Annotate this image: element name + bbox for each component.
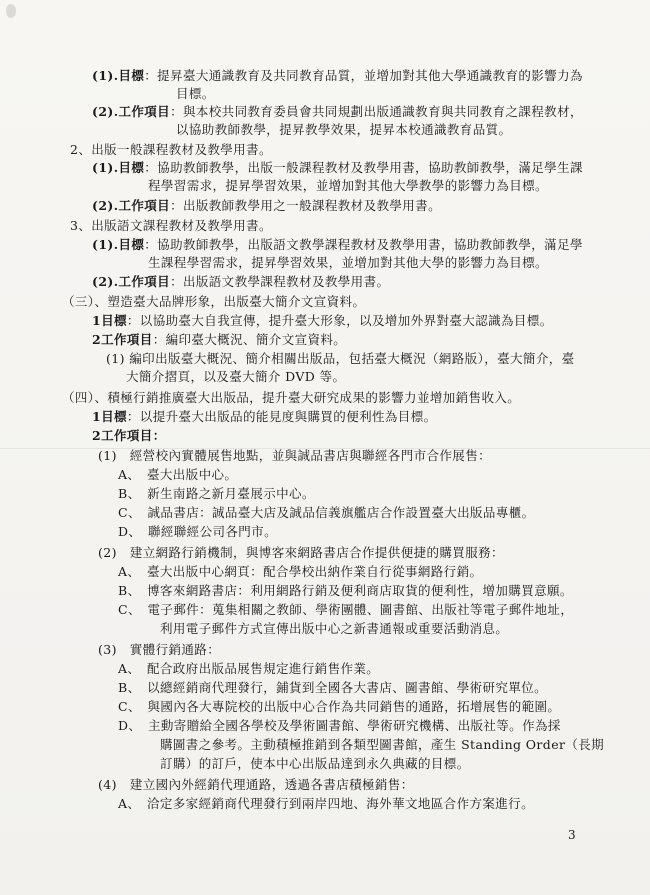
work-3-2: (2).工作項目：出版語文教學課程教材及教學用書。: [92, 274, 390, 289]
sub-2: (2) 建立網路行銷機制，與博客來網路書店合作提供便捷的購買服務：: [98, 545, 504, 560]
sub-4-a: A、 洽定多家經銷商代理發行到兩岸四地、海外華文地區合作方案進行。: [118, 796, 534, 811]
goal-1-1: (1).目標：提昇臺大通識教育及共同教育品質，並增加對其他大學通識教育的影響力為: [92, 68, 583, 83]
sub-2-c-cont: 利用電子郵件方式宣傳出版中心之新書通報或重要活動消息。: [160, 621, 509, 636]
sub-3-d: D、 主動寄贈給全國各學校及學術圖書館、學術研究機構、出版社等。作為採: [118, 718, 561, 733]
goal-2-1-cont: 程學習需求，提昇學習效果，並增加對其他大學教學的影響力為目標。: [148, 178, 548, 193]
section-3-work-1-cont: 大簡介摺頁，以及臺大簡介 DVD 等。: [126, 369, 346, 384]
sub-2-b: B、 博客來網路書店：利用網路行銷及便利商店取貨的便利性，增加購買意願。: [118, 583, 573, 598]
punch-hole: [6, 4, 16, 18]
section-3-work-1: (1) 編印出版臺大概況、簡介相關出版品，包括臺大概況（網路版），臺大簡介，臺: [106, 351, 575, 366]
sub-3-d-cont1: 購圖書之參考。主動積極推銷到各類型圖書館，產生 Standing Order（長期: [160, 737, 605, 752]
sub-2-a: A、 臺大出版中心網頁：配合學校出納作業自行從事網路行銷。: [118, 564, 483, 579]
goal-2-1: (1).目標：協助教師教學，出版一般課程教材及教學用書，協助教師教學，滿足學生課: [92, 160, 583, 175]
sub-1-b: B、 新生南路之新月臺展示中心。: [118, 486, 315, 501]
sub-1-c: C、 誠品書店：誠品臺大店及誠品信義旗艦店合作設置臺大出版品專櫃。: [118, 505, 535, 520]
sub-2-c: C、 電子郵件：蒐集相關之教師、學術團體、圖書館、出版社等電子郵件地址，: [118, 602, 574, 617]
section-3-heading: （三）、塑造臺大品牌形象，出版臺大簡介文宣資料。: [62, 294, 366, 309]
section-3-goal: 1目標：以協助臺大自我宣傳，提升臺大形象，以及增加外界對臺大認識為目標。: [92, 313, 553, 328]
goal-1-1-cont: 目標。: [176, 86, 215, 101]
item-2-heading: 2、出版一般課程教材及教學用書。: [70, 142, 272, 157]
sub-1: (1) 經營校內實體展售地點，並與誠品書店與聯經各門市合作展售：: [98, 448, 492, 463]
sub-1-d: D、 聯經聯經公司各門市。: [118, 524, 277, 539]
sub-3-a: A、 配合政府出版品展售規定進行銷售作業。: [118, 661, 380, 676]
work-2-2: (2).工作項目：出版教師教學用之一般課程教材及教學用書。: [92, 198, 441, 213]
item-3-heading: 3、出版語文課程教材及教學用書。: [70, 218, 272, 233]
sub-1-a: A、 臺大出版中心。: [118, 467, 238, 482]
sub-4: (4) 建立國內外經銷代理通路，透過各書店積極銷售：: [98, 777, 414, 792]
work-1-2: (2).工作項目：與本校共同教育委員會共同規劃出版通識教育與共同教育之課程教材，: [92, 104, 583, 119]
sub-3: (3) 實體行銷通路：: [98, 642, 221, 657]
sub-3-c: C、 與國內各大專院校的出版中心合作為共同銷售的通路，拓增展售的範圍。: [118, 699, 561, 714]
section-4-goal: 1目標：以提升臺大出版品的能見度與購買的便利性為目標。: [92, 409, 437, 424]
goal-3-1-cont: 生課程學習需求，提昇學習效果，並增加對其他大學的影響力為目標。: [148, 255, 548, 270]
section-4-heading: （四）、積極行銷推廣臺大出版品，提升臺大研究成果的影響力並增加銷售收入。: [62, 390, 521, 405]
sub-3-b: B、 以總經銷商代理發行，鋪貨到全國各大書店、圖書館、學術研究單位。: [118, 680, 548, 695]
work-1-2-cont: 以協助教師教學，提昇教學效果，提昇本校通識教育品質。: [176, 122, 512, 137]
page-number: 3: [568, 828, 576, 842]
section-3-work: 2工作項目：編印臺大概況、簡介文宣資料。: [92, 332, 347, 347]
goal-3-1: (1).目標：協助教師教學，出版語文教學課程教材及教學用書，協助教師教學，滿足學: [92, 237, 583, 252]
section-4-work: 2工作項目：: [92, 428, 166, 443]
sub-3-d-cont2: 訂購）的訂戶，使本中心出版品達到永久典藏的目標。: [160, 756, 470, 771]
